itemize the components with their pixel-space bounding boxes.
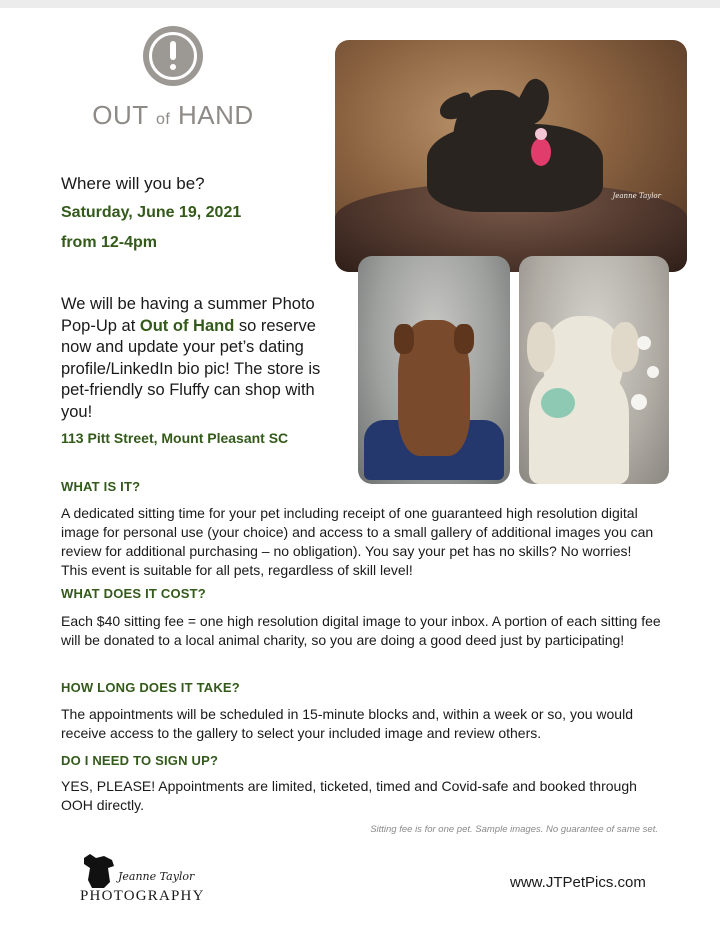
section-body: Each $40 sitting fee = one high resolution digital image to your inbox. A portion of each sitting fee will be donated to a local animal charity, so you are doing a good deed just by participating! — [61, 613, 661, 648]
blossom-1 — [637, 336, 651, 350]
section-heading: WHAT IS IT? — [61, 479, 141, 494]
black-dog-photo — [335, 40, 687, 272]
disclaimer: Sitting fee is for one pet. Sample images. No guarantee of same set. — [370, 824, 658, 835]
logo-wordmark: OUT of HAND — [92, 100, 254, 130]
store-name: Out of Hand — [139, 316, 235, 335]
brown-dog-ear-left — [394, 324, 414, 354]
section-body: The appointments will be scheduled in 15-minute blocks and, within a week or so, you would receive access to the gallery to select your included image and review others. — [61, 706, 633, 741]
section-heading: DO I NEED TO SIGN UP? — [61, 753, 219, 768]
section-heading: HOW LONG DOES IT TAKE? — [61, 680, 240, 695]
exclamation-icon — [143, 26, 203, 86]
brown-dog-photo — [358, 256, 510, 484]
photo-watermark: Jeanne Taylor — [612, 192, 661, 200]
top-border — [0, 0, 720, 8]
pink-flower — [531, 138, 551, 166]
section-body: YES, PLEASE! Appointments are limited, ticketed, timed and Covid-safe and booked through OOH directly. — [61, 778, 637, 813]
section-body: A dedicated sitting time for your pet including receipt of one guaranteed high resolution digital image for personal use (your choice) and access to a small gallery of additional images you can review for additional purchasing – no obligation). You say your pet has no skills? No worries! This event is suitable for all pets, regardless of skill level! — [61, 505, 654, 578]
white-dog-ear-left — [527, 322, 555, 372]
white-dog-ear-right — [611, 322, 639, 372]
jeanne-taylor-logo: Jeanne Taylor PHOTOGRAPHY — [80, 852, 210, 904]
promo-paragraph: We will be having a summer Photo Pop-Up at Out of Hand so reserve now and update your pet’s dating profile/LinkedIn bio pic! The store is pet-friendly so Fluffy can shop with you! — [61, 295, 321, 421]
event-date: Saturday, June 19, 2021 — [61, 204, 242, 221]
event-time: from 12-4pm — [61, 234, 158, 251]
event-address: 113 Pitt Street, Mount Pleasant SC — [61, 430, 289, 446]
website-url[interactable]: www.JTPetPics.com — [510, 874, 646, 891]
dog-silhouette-icon — [80, 852, 118, 890]
white-dog-photo — [519, 256, 669, 484]
mint-flower — [541, 388, 575, 418]
out-of-hand-logo — [88, 26, 258, 131]
where-question: Where will you be? — [61, 174, 205, 193]
section-heading: WHAT DOES IT COST? — [61, 586, 206, 601]
brown-dog-ear-right — [454, 324, 474, 354]
white-flower — [535, 128, 547, 140]
blossom-3 — [631, 394, 647, 410]
blossom-2 — [647, 366, 659, 378]
